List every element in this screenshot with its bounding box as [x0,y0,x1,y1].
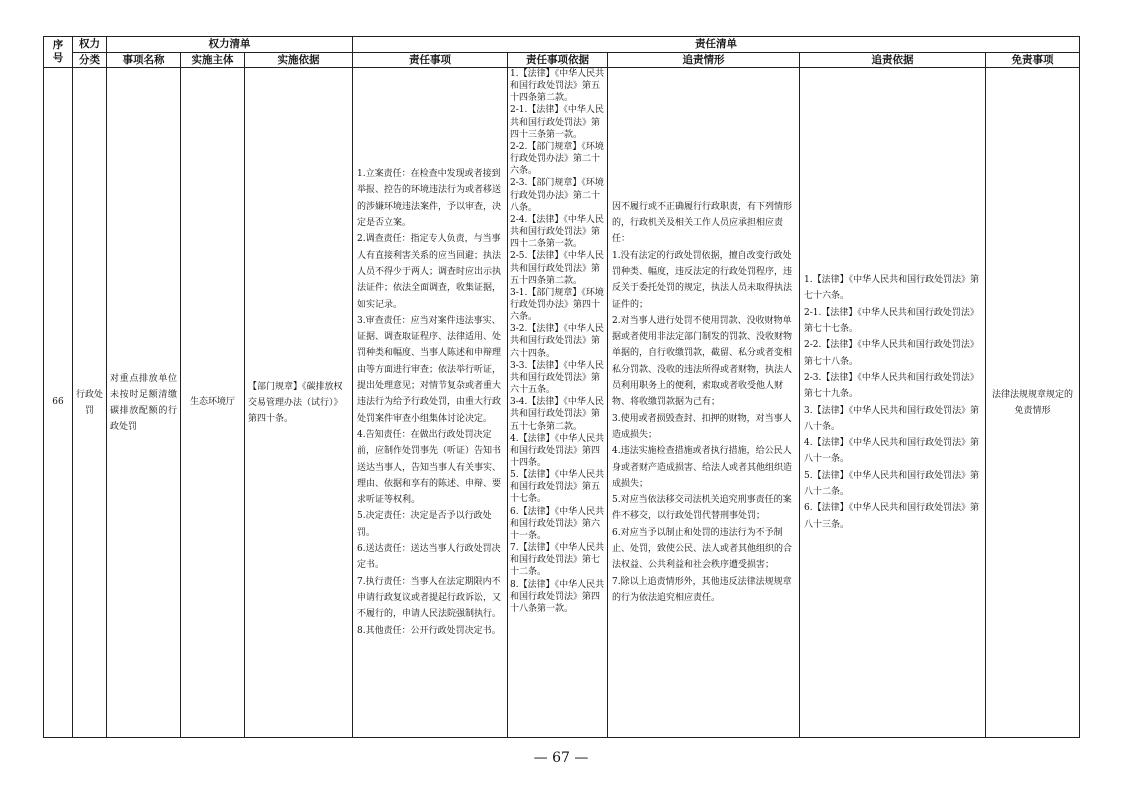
account-basis-item: 3.【法律】《中华人民共和国行政处罚法》第八十条。 [804,405,980,432]
row-basis: 【部门规章】《碳排放权交易管理办法（试行）》第四十条。 [245,68,353,738]
resp-basis-item: 2-1.【法律】《中华人民共和国行政处罚法》第四十三条第一款。 [510,105,604,140]
col-resp-basis-header: 责任事项依据 [508,53,608,68]
row-seq: 66 [44,68,73,738]
resp-basis-item: 4.【法律】《中华人民共和国行政处罚法》第四十四条。 [510,433,605,468]
resp-item: 1.立案责任：在检查中发现或者接到举报、控告的环境违法行为或者移送的涉嫌环境违法案件，予以审查，决定是否立案。 [357,169,502,229]
resp-item: 2.调查责任：指定专人负责，与当事人有直接利害关系的应当回避；执法人员不得少于两人；调查时应出示执法证件；依法全面调查，收集证据，如实记录。 [357,234,502,310]
col-resp-items-header: 责任事项 [353,53,508,68]
col-item-name-header: 事项名称 [107,53,181,68]
resp-basis-item: 2-3.【部门规章】《环境行政处罚办法》第二十八条。 [510,178,604,213]
resp-basis-item: 2-4.【法律】《中华人民共和国行政处罚法》第四十二条第一款。 [510,214,604,250]
col-account-basis-header: 追责依据 [800,53,986,68]
resp-basis-item: 3-1.【部门规章】《环境行政处罚办法》第四十六条。 [510,287,604,323]
row-account-situation [608,68,800,738]
col-seq-header: 序 号 [44,37,73,68]
resp-item: 4.告知责任：在做出行政处罚决定前，应制作处罚事先（听证）告知书送达当事人，告知当事人有关事实、理由、依据和享有的陈述、申辩、要求听证等权利。 [357,429,502,506]
col-exemption-header: 免责事项 [986,53,1080,68]
resp-basis-item: 5.【法律】《中华人民共和国行政处罚法》第五十七条。 [510,470,605,505]
col-basis-header: 实施依据 [245,53,353,68]
account-situation-item: 6.对应当予以制止和处罚的违法行为不予制止、处罚，致使公民、法人或者其他组织的合法权益、公共利益和社会秩序遭受损害； [612,527,793,571]
resp-basis-item: 6.【法律】《中华人民共和国行政处罚法》第六十一条。 [510,506,605,541]
account-situation-item: 2.对当事人进行处罚不使用罚款、没收财物单据或者使用非法定部门制发的罚款、没收财物单据的，自行收缴罚款，截留、私分或者变相私分罚款、没收的违法所得或者财物，执法人员利用职务上的便利，索取或者收受他人财物、将收缴罚款据为己有； [612,315,793,408]
col-account-situation-header: 追责情形 [608,53,800,68]
resp-basis-item: 3-2.【法律】《中华人民共和国行政处罚法》第六十四条。 [510,324,604,359]
resp-basis-item: 1.【法律】《中华人民共和国行政处罚法》第五十四条第二款。 [510,69,605,104]
account-situation-item: 5.对应当依法移交司法机关追究刑事责任的案件不移交，以行政处罚代替刑事处罚； [612,495,792,522]
account-basis-item: 6.【法律】《中华人民共和国行政处罚法》第八十三条。 [804,503,980,530]
resp-basis-item: 3-4.【法律】《中华人民共和国行政处罚法》第五十七条第二款。 [510,397,604,432]
account-basis-item: 2-3.【法律】《中华人民共和国行政处罚法》第七十九条。 [804,372,979,400]
account-situation-item: 7.除以上追责情形外，其他违反法律法规规章的行为依法追究相应责任。 [612,576,792,603]
account-situation-item: 因不履行或不正确履行行政职责，有下列情形的，行政机关及相关工作人员应承担相应责任： [612,201,793,245]
resp-basis-item: 7.【法律】《中华人民共和国行政处罚法》第七十二条。 [510,543,605,578]
row-subject: 生态环境厅 [181,68,245,738]
resp-basis-item: 8.【法律】《中华人民共和国行政处罚法》第四十八条第一款。 [510,579,605,614]
row-resp-items [353,68,508,738]
resp-item: 7.执行责任：当事人在法定期限内不申请行政复议或者提起行政诉讼，又不履行的，申请人民法院强制执行。 [357,576,502,620]
resp-item: 3.审查责任：应当对案件违法事实、证据、调查取证程序、法律适用、处罚种类和幅度、当事人陈述和申辩理由等方面进行审查；依法举行听证，提出处理意见；对情节复杂或者重大违法行为给予行政处罚，由重大行政处罚案件审查小组集体讨论决定。 [357,315,502,424]
col-category-header-line2: 分类 [73,53,107,68]
row-account-basis [800,68,986,738]
account-situation-item: 1.没有法定的行政处罚依据，擅自改变行政处罚种类、幅度，违反法定的行政处罚程序，违反关于委托处罚的规定，执法人员未取得执法证件的； [612,250,793,310]
page-number: — 67 — [533,750,589,766]
row-resp-basis [508,68,608,738]
resp-basis-item: 3-3.【法律】《中华人民共和国行政处罚法》第六十五条。 [510,360,604,396]
account-basis-item: 4.【法律】《中华人民共和国行政处罚法》第八十一条。 [804,438,980,465]
account-basis-item: 1.【法律】《中华人民共和国行政处罚法》第七十六条。 [804,275,980,302]
col-category-header-line1: 权力 [73,37,107,53]
row-exemption: 法律法规规章规定的免责情形 [986,68,1080,738]
account-situation-item: 4.违法实施检查措施或者执行措施，给公民人身或者财产造成损害、给法人或者其他组织造成损失； [612,446,793,489]
power-list-header: 权力清单 [107,37,353,53]
account-situation-item: 3.使用或者损毁查封、扣押的财物，对当事人造成损失； [612,413,792,440]
resp-basis-item: 2-5.【法律】《中华人民共和国行政处罚法》第五十四条第二款。 [510,251,604,286]
row-item-name: 对重点排放单位未按时足额清缴碳排放配额的行政处罚 [107,68,181,738]
resp-item: 8.其他责任：公开行政处罚决定书。 [357,625,501,636]
row-category: 行政处罚 [73,68,107,738]
account-basis-item: 5.【法律】《中华人民共和国行政处罚法》第八十二条。 [804,470,980,497]
account-basis-item: 2-2.【法律】《中华人民共和国行政处罚法》第七十八条。 [804,340,979,367]
responsibility-table [43,36,1080,738]
resp-item: 5.决定责任：决定是否予以行政处罚。 [357,511,492,538]
account-basis-item: 2-1.【法律】《中华人民共和国行政处罚法》第七十七条。 [804,307,979,335]
col-subject-header: 实施主体 [181,53,245,68]
resp-basis-item: 2-2.【部门规章】《环境行政处罚办法》第二十六条。 [510,141,604,177]
resp-item: 6.送达责任：送达当事人行政处罚决定书。 [357,544,501,571]
responsibility-list-header: 责任清单 [353,37,1080,53]
table-row [44,68,1080,738]
